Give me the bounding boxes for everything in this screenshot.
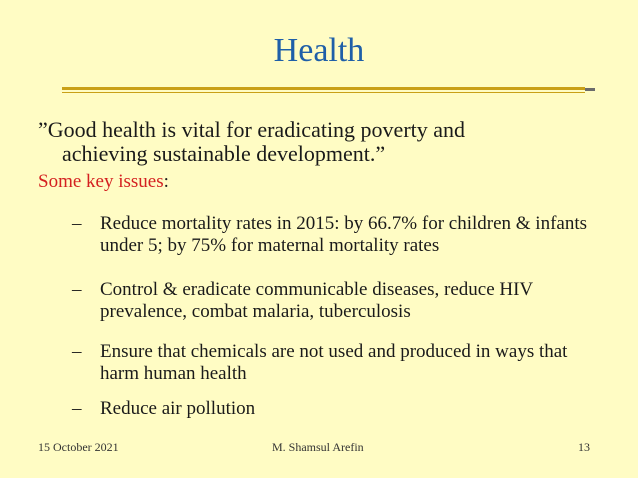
bullet-dash: – [72, 279, 82, 300]
title-divider-thin [62, 92, 585, 93]
quote-line-1: ”Good health is vital for eradicating poverty and [38, 117, 466, 142]
bullet-item [72, 398, 602, 420]
footer-author: M. Shamsul Arefin [272, 440, 364, 454]
key-issues-heading [38, 171, 169, 193]
slide-title: Health [273, 32, 365, 69]
title-divider-end [585, 88, 595, 91]
key-issues-colon: : [163, 171, 169, 192]
bullet-dash: – [72, 398, 82, 419]
key-issues-label: Some key issues [38, 171, 164, 192]
bullet-item [72, 279, 602, 323]
bullet-text: Reduce air pollution [100, 398, 256, 419]
bullet-text: Ensure that chemicals are not used and produced in ways that harm human health [100, 341, 568, 384]
footer-date: 15 October 2021 [38, 440, 119, 454]
bullet-dash: – [72, 341, 82, 362]
bullet-item [72, 341, 602, 385]
bullet-text: Reduce mortality rates in 2015: by 66.7% for children & infants under 5; by 75% for maternal mortality rates [100, 213, 588, 256]
footer-page-number: 13 [578, 440, 590, 454]
bullet-text: Control & eradicate communicable diseases, reduce HIV prevalence, combat malaria, tuberculosis [100, 279, 533, 322]
bullet-item [72, 213, 602, 257]
title-divider [62, 87, 585, 90]
quote-line-2: achieving sustainable development.” [62, 141, 386, 166]
quote-text [38, 118, 608, 166]
bullet-dash: – [72, 213, 82, 234]
